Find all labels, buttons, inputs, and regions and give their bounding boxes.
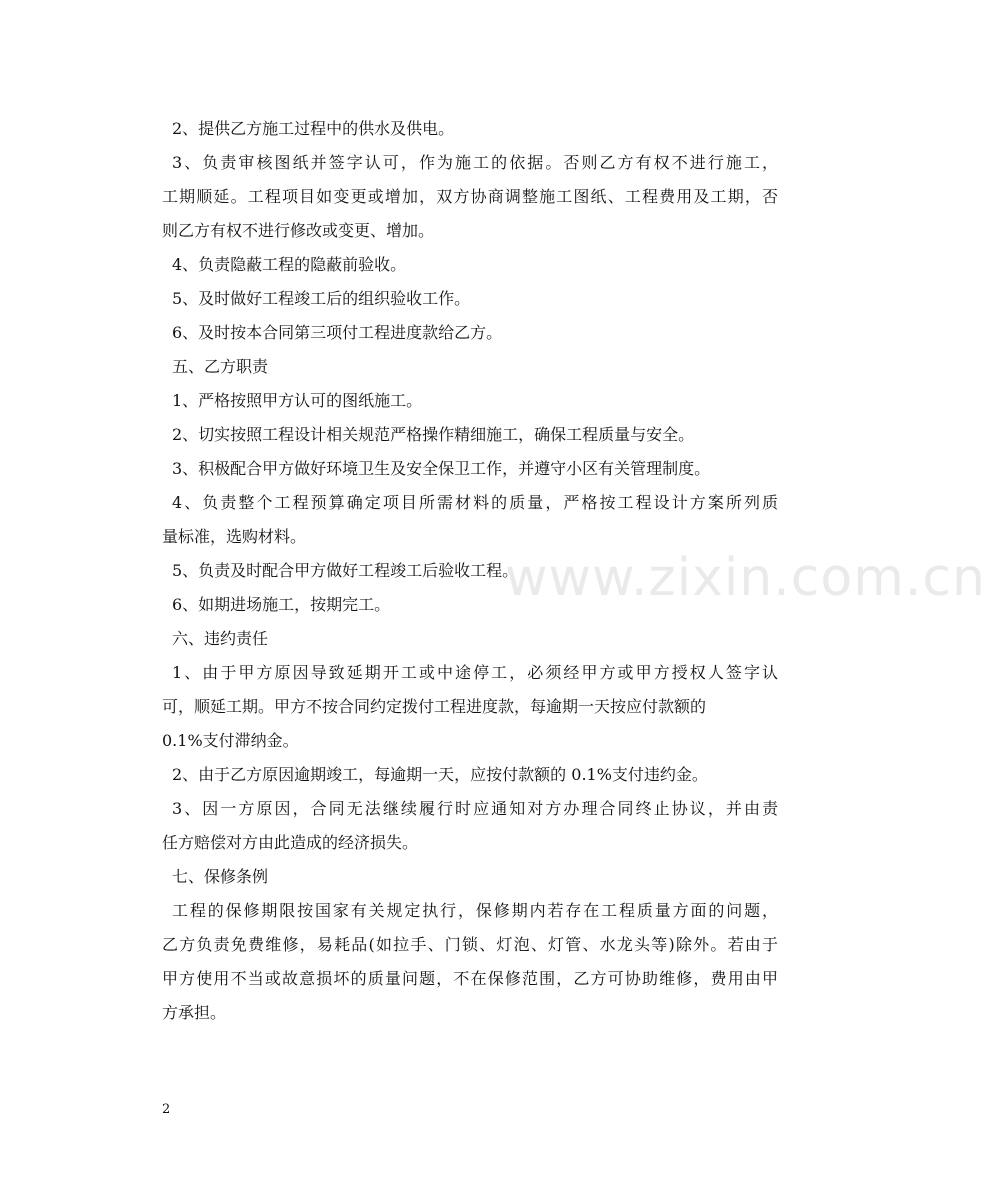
text-line: 可，顺延工期。甲方不按合同约定拨付工程进度款，每逾期一天按应付款额的	[162, 697, 707, 716]
text-line: 3、积极配合甲方做好环境卫生及安全保卫工作，并遵守小区有关管理制度。	[172, 459, 711, 478]
text-line: 工程的保修期限按国家有关规定执行，保修期内若存在工程质量方面的问题，	[172, 901, 778, 920]
text-line: 方承担。	[162, 1003, 227, 1022]
text-line: 4、负责隐蔽工程的隐蔽前验收。	[172, 255, 407, 274]
text-line: 2、提供乙方施工过程中的供水及供电。	[172, 119, 455, 138]
text-line: 量标准，选购材料。	[162, 527, 307, 546]
text-line: 五、乙方职责	[172, 357, 269, 376]
text-line: 2、切实按照工程设计相关规范严格操作精细施工，确保工程质量与安全。	[172, 425, 695, 444]
page-number: 2	[162, 1102, 171, 1117]
text-line: 七、保修条例	[172, 867, 269, 886]
text-line: 6、如期进场施工，按期完工。	[172, 595, 391, 614]
text-line: 3、因一方原因，合同无法继续履行时应通知对方办理合同终止协议，并由责	[172, 799, 778, 818]
text-line: 4、负责整个工程预算确定项目所需材料的质量，严格按工程设计方案所列质	[172, 493, 778, 512]
text-line: 2、由于乙方原因逾期竣工，每逾期一天，应按付款额的 0.1%支付违约金。	[172, 765, 708, 784]
text-line: 六、违约责任	[172, 629, 269, 648]
text-line: 则乙方有权不进行修改或变更、增加。	[162, 221, 435, 240]
text-line: 任方赔偿对方由此造成的经济损失。	[162, 833, 419, 852]
text-line: 6、及时按本合同第三项付工程进度款给乙方。	[172, 323, 503, 342]
text-line: 5、负责及时配合甲方做好工程竣工后验收工程。	[172, 561, 519, 580]
document-body	[162, 112, 778, 1030]
watermark: www.zixin.com.cn	[505, 548, 986, 608]
text-line: 3、负责审核图纸并签字认可，作为施工的依据。否则乙方有权不进行施工，	[172, 153, 778, 172]
text-line: 1、严格按照甲方认可的图纸施工。	[172, 391, 423, 410]
text-line: 0.1%支付滞纳金。	[162, 731, 299, 750]
text-line: 甲方使用不当或故意损坏的质量问题，不在保修范围，乙方可协助维修，费用由甲	[162, 969, 778, 988]
text-line: 乙方负责免费维修，易耗品(如拉手、门锁、灯泡、灯管、水龙头等)除外。若由于	[162, 935, 778, 954]
text-line: 1、由于甲方原因导致延期开工或中途停工，必须经甲方或甲方授权人签字认	[172, 663, 778, 682]
text-line: 5、及时做好工程竣工后的组织验收工作。	[172, 289, 471, 308]
text-line: 工期顺延。工程项目如变更或增加，双方协商调整施工图纸、工程费用及工期，否	[162, 187, 778, 206]
